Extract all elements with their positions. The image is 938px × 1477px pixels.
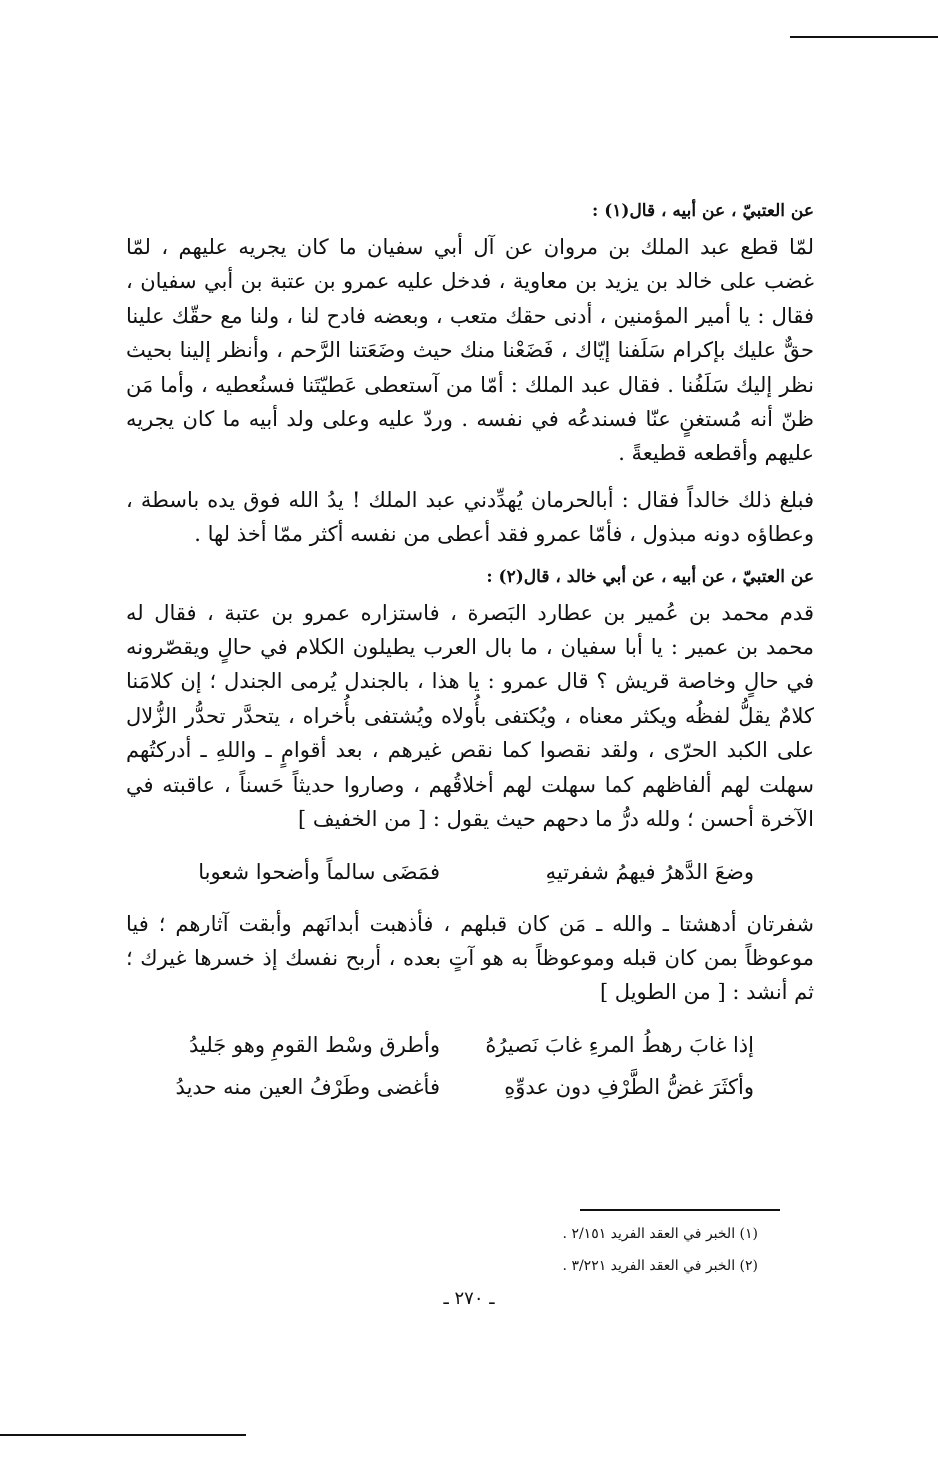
verse-hemistich-second: فمَضَى سالماً وأضحوا شعوبا: [198, 859, 440, 884]
verse-hemistich-second: فأغضى وطَرْفُ العين منه حديدُ: [175, 1074, 440, 1099]
main-text: [126, 198, 814, 1110]
verse-hemistich-second: وأطرق وسْط القومِ وهو جَليدُ: [188, 1032, 440, 1057]
verse-hemistich-first: وأكثَرَ غضُّ الطَّرْفِ دون عدوِّهِ: [504, 1074, 754, 1099]
verse-line: [126, 1026, 814, 1064]
verse-hemistich-first: وضعَ الدَّهرُ فيهمُ شفرتيهِ: [545, 859, 754, 884]
top-rule: [790, 36, 938, 38]
verse-line: [126, 853, 814, 891]
footnotes: [158, 1218, 758, 1282]
paragraph-1: لمّا قطع عبد الملك بن مروان عن آل أبي سفيان ما كان يجريه عليهم ، لمّا غضب على خالد بن يزيد بن معاوية ، فدخل عليه عمرو بن عتبة بن أبي سفيان ، فقال : يا أمير المؤمنين ، أدنى حقك متعب ، وبعضه فادح لنا ، ولنا مع حقّك علينا حقٌّ عليك بإكرام سَلَفنا إيّاك ، فَضَعْنا منك حيث وضَعَتنا الرَّحم ، وأنظر إلينا بحيث نظر إليك سَلَفُنا . فقال عبد الملك : أمّا من آستعطى عَطيّتَنا فسنُعطيه ، وأما مَن ظنّ أنه مُستغنٍ عنّا فسندعُه في نفسه . وردّ عليه وعلى ولد أبيه ما كان يجريه عليهم وأقطعه قطيعةً .: [126, 235, 814, 466]
footnote-1: (١) الخبر في العقد الفريد ٢/١٥١ .: [562, 1226, 758, 1242]
verse-line: [126, 1068, 814, 1106]
paragraph-4: شفرتان أدهشتا ـ والله ـ مَن كان قبلهم ، فأذهبت أبدانَهم وأبقت آثارهم ؛ فيا موعوظاً بمن كان قبله وموعوظاً به هو آتٍ بعده ، أربح نفسك إذ خسرها غيرك ؛ ثم أنشد : [ من الطويل ]: [126, 911, 814, 1005]
page-number: ـ ٢٧٠ ـ: [443, 1288, 495, 1309]
paragraph-3: قدم محمد بن عُمير بن عطارد البَصرة ، فاستزاره عمرو بن عتبة ، فقال له محمد بن عمير : يا أبا سفيان ، ما بال العرب يطيلون الكلام في حالٍ ويقصّرونه في حالٍ وخاصة قريش ؟ قال عمرو : يا هذا ، بالجندل يُرمى الجندل ؛ إن كلامَنا كلامٌ يقلُّ لفظُه ويكثر معناه ، ويُكتفى بأُولاه ويُشتفى بأُخراه ، يتحدَّر تحدُّر الزُّلال على الكبد الحرّى ، ولقد نقصوا كما نقص غيرهم ، بعد أقوامٍ ـ واللهِ ـ أدركتُهم سهلت لهم ألفاظهم كما سهلت لهم أخلاقُهم ، وصاروا حديثاً حَسناً ، عاقبته في الآخرة أحسن ؛ ولله درُّ ما دحهم حيث يقول : [ من الخفيف ]: [126, 600, 814, 832]
footnote-2: (٢) الخبر في العقد الفريد ٣/٢٢١ .: [562, 1258, 758, 1274]
section-heading-2: عن العتبيّ ، عن أبيه ، عن أبي خالد ، قال(٢) :: [486, 566, 814, 587]
footnote-rule: [580, 1209, 780, 1211]
paragraph-2: فبلغ ذلك خالداً فقال : أبالحرمان يُهدِّدني عبد الملك ! يدُ الله فوق يده باسطة ، وعطاؤه دونه مبذول ، فأمّا عمرو فقد أعطى من نفسه أكثر ممّا أخذ لها .: [126, 487, 814, 547]
bottom-rule: [0, 1434, 246, 1436]
verse-hemistich-first: إذا غابَ رهطُ المرءِ غابَ نَصيرُهُ: [485, 1032, 754, 1057]
section-heading-1: عن العتبيّ ، عن أبيه ، قال(١) :: [592, 201, 814, 221]
